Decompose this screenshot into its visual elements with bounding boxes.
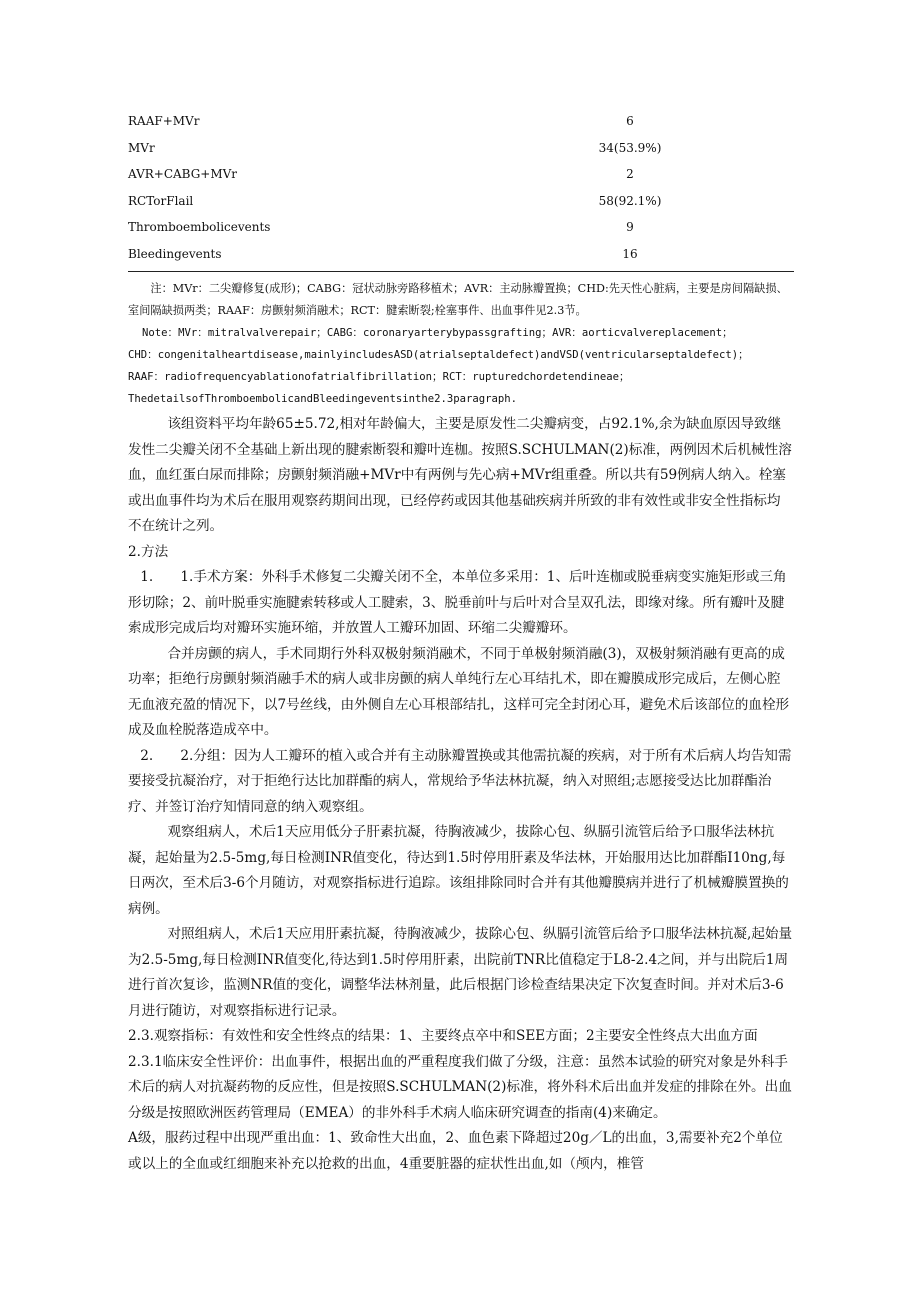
table-note-chinese: 注：MVr：二尖瓣修复(成形)；CABG：冠状动脉旁路移植术；AVR：主动脉瓣置换；CHD:先天性心脏病，主要是房间隔缺损、室间隔缺损两类；RAAF：房颤射频消融术；RCT：腱索断裂;栓塞事件、出血事件见2.3节。 (128, 282, 788, 317)
paragraph-safety-evaluation: 2.3.1临床安全性评价：出血事件，根据出血的严重程度我们做了分级，注意：虽然本试验的研究对象是外科手术后的病人对抗凝药物的反应性，但是按照S.SCHULMAN(2)标准，将外科术后出血并发症的排除在外。出血分级是按照欧洲医药管理局（EMEA）的非外科手术病人临床研究调查的指南(4)来确定。 (128, 1053, 792, 1121)
row-value: 2 (626, 167, 634, 181)
paragraph-observation-group: 观察组病人，术后1天应用低分子肝素抗凝，待胸液减少，拔除心包、纵膈引流管后给予口服华法林抗凝，起始量为2.5-5mg,每日检测INR值变化，待达到1.5时停用肝素及华法林，开始服用达比加群酯I10ng,每日两次，至术后3-6个月随访，对观察指标进行追踪。该组排除同时合并有其他瓣膜病并进行了机械瓣膜置换的病例。 (128, 824, 789, 917)
row-label: RAAF+MVr (128, 114, 200, 128)
note-line: RAAF：radiofrequencyablationofatrialfibrillation；RCT：rupturedchordetendineae； (128, 371, 630, 383)
note-line: CHD：congenitalheartdisease,mainlyincludesASD(atrialseptaldefect)andVSD(ventricularseptaldefect)； (128, 349, 749, 361)
table-note-english (128, 322, 794, 410)
paragraph-grade-a: A级，服药过程中出现严重出血：1、致命性大出血，2、血色素下降超过20g／L的出血，3,需要补充2个单位或以上的全血或红细胞来补充以抢救的出血，4重要脏器的症状性出血,如（颅内，椎管 (128, 1130, 783, 1172)
table-bottom-rule (128, 271, 794, 272)
summary-table (128, 108, 794, 267)
table-row (128, 214, 794, 241)
row-label: MVr (128, 140, 155, 155)
paragraph-grouping: 2. 2.分组：因为人工瓣环的植入或合并有主动脉瓣置换或其他需抗凝的疾病，对于所有术后病人均告知需要接受抗凝治疗，对于拒绝行达比加群酯的病人，常规给予华法林抗凝，纳入对照组;志愿接受达比加群酯治疗、并签订治疗知情同意的纳入观察组。 (128, 747, 792, 815)
paragraph-indicators: 2.3.观察指标：有效性和安全性终点的结果：1、主要终点卒中和SEE方面；2主要安全性终点大出血方面 (128, 1028, 758, 1044)
body-text (128, 412, 794, 1177)
paragraph-control-group: 对照组病人，术后1天应用肝素抗凝，待胸液减少，拔除心包、纵膈引流管后给予口服华法林抗凝,起始量为2.5-5mg,每日检测INR值变化,待达到1.5时停用肝素，出院前TNR比值稳定于L8-2.4之间，并与出院后1周进行首次复诊，监测NR值的变化，调整华法林剂量，此后根据门诊检查结果决定下次复查时间。并对术后3-6月进行随访，对观察指标进行记录。 (128, 926, 793, 1019)
table-row (128, 135, 794, 162)
paragraph-surgery-plan: 1. 1.手术方案：外科手术修复二尖瓣关闭不全，本单位多采用：1、后叶连枷或脱垂病变实施矩形或三角形切除；2、前叶脱垂实施腱索转移或人工腱索，3、脱垂前叶与后叶对合呈双孔法，即缘对缘。所有瓣叶及腱索成形完成后均对瓣环实施环缩，并放置人工瓣环加固、环缩二尖瓣瓣环。 (128, 569, 787, 636)
row-value: 9 (626, 220, 634, 234)
table-row (128, 161, 794, 188)
paragraph-data-summary: 该组资料平均年龄65±5.72,相对年龄偏大，主要是原发性二尖瓣病变，占92.1%,余为缺血原因导致继发性二尖瓣关闭不全基础上新出现的腱索断裂和瓣叶连枷。按照S.SCHULMAN(2)标准，两例因术后机械性溶血，血红蛋白尿而排除；房颤射频消融+MVr中有两例与先心病+MVr组重叠。所以共有59例病人纳入。栓塞或出血事件均为术后在服用观察药期间出现，已经停药或因其他基础疾病并所致的非有效性或非安全性指标均不在统计之列。 (128, 416, 792, 534)
table-row (128, 188, 794, 215)
row-label: AVR+CABG+MVr (128, 167, 238, 181)
paragraph-atrial-fibrillation: 合并房颤的病人，手术同期行外科双极射频消融术，不同于单极射频消融(3)，双极射频消融有更高的成功率；拒绝行房颤射频消融手术的病人或非房颤的病人单纯行左心耳结扎术，即在瓣膜成形完成后，左侧心腔无血液充盈的情况下，以7号丝线，由外侧自左心耳根部结扎，这样可完全封闭心耳，避免术后该部位的血栓形成及血栓脱落造成卒中。 (128, 645, 790, 738)
row-label: RCTorFlail (128, 193, 194, 208)
row-value: 16 (622, 246, 638, 261)
table-row (128, 241, 794, 268)
row-value: 6 (626, 114, 634, 128)
row-label: Thromboembolicevents (128, 220, 271, 234)
document-page (128, 108, 794, 1177)
row-value: 34(53.9%) (598, 140, 662, 155)
note-line: Note：MVr：mitralvalverepair；CABG：coronaryarterybypassgrafting；AVR：aorticvalvereplacement； (142, 327, 733, 339)
table-row (128, 108, 794, 135)
row-label: Bleedingevents (128, 246, 222, 261)
row-value: 58(92.1%) (598, 193, 662, 208)
section-heading-method: 2.方法 (128, 543, 169, 560)
note-line: ThedetailsofThromboembolicandBleedingeventsinthe2.3paragraph. (128, 393, 518, 405)
